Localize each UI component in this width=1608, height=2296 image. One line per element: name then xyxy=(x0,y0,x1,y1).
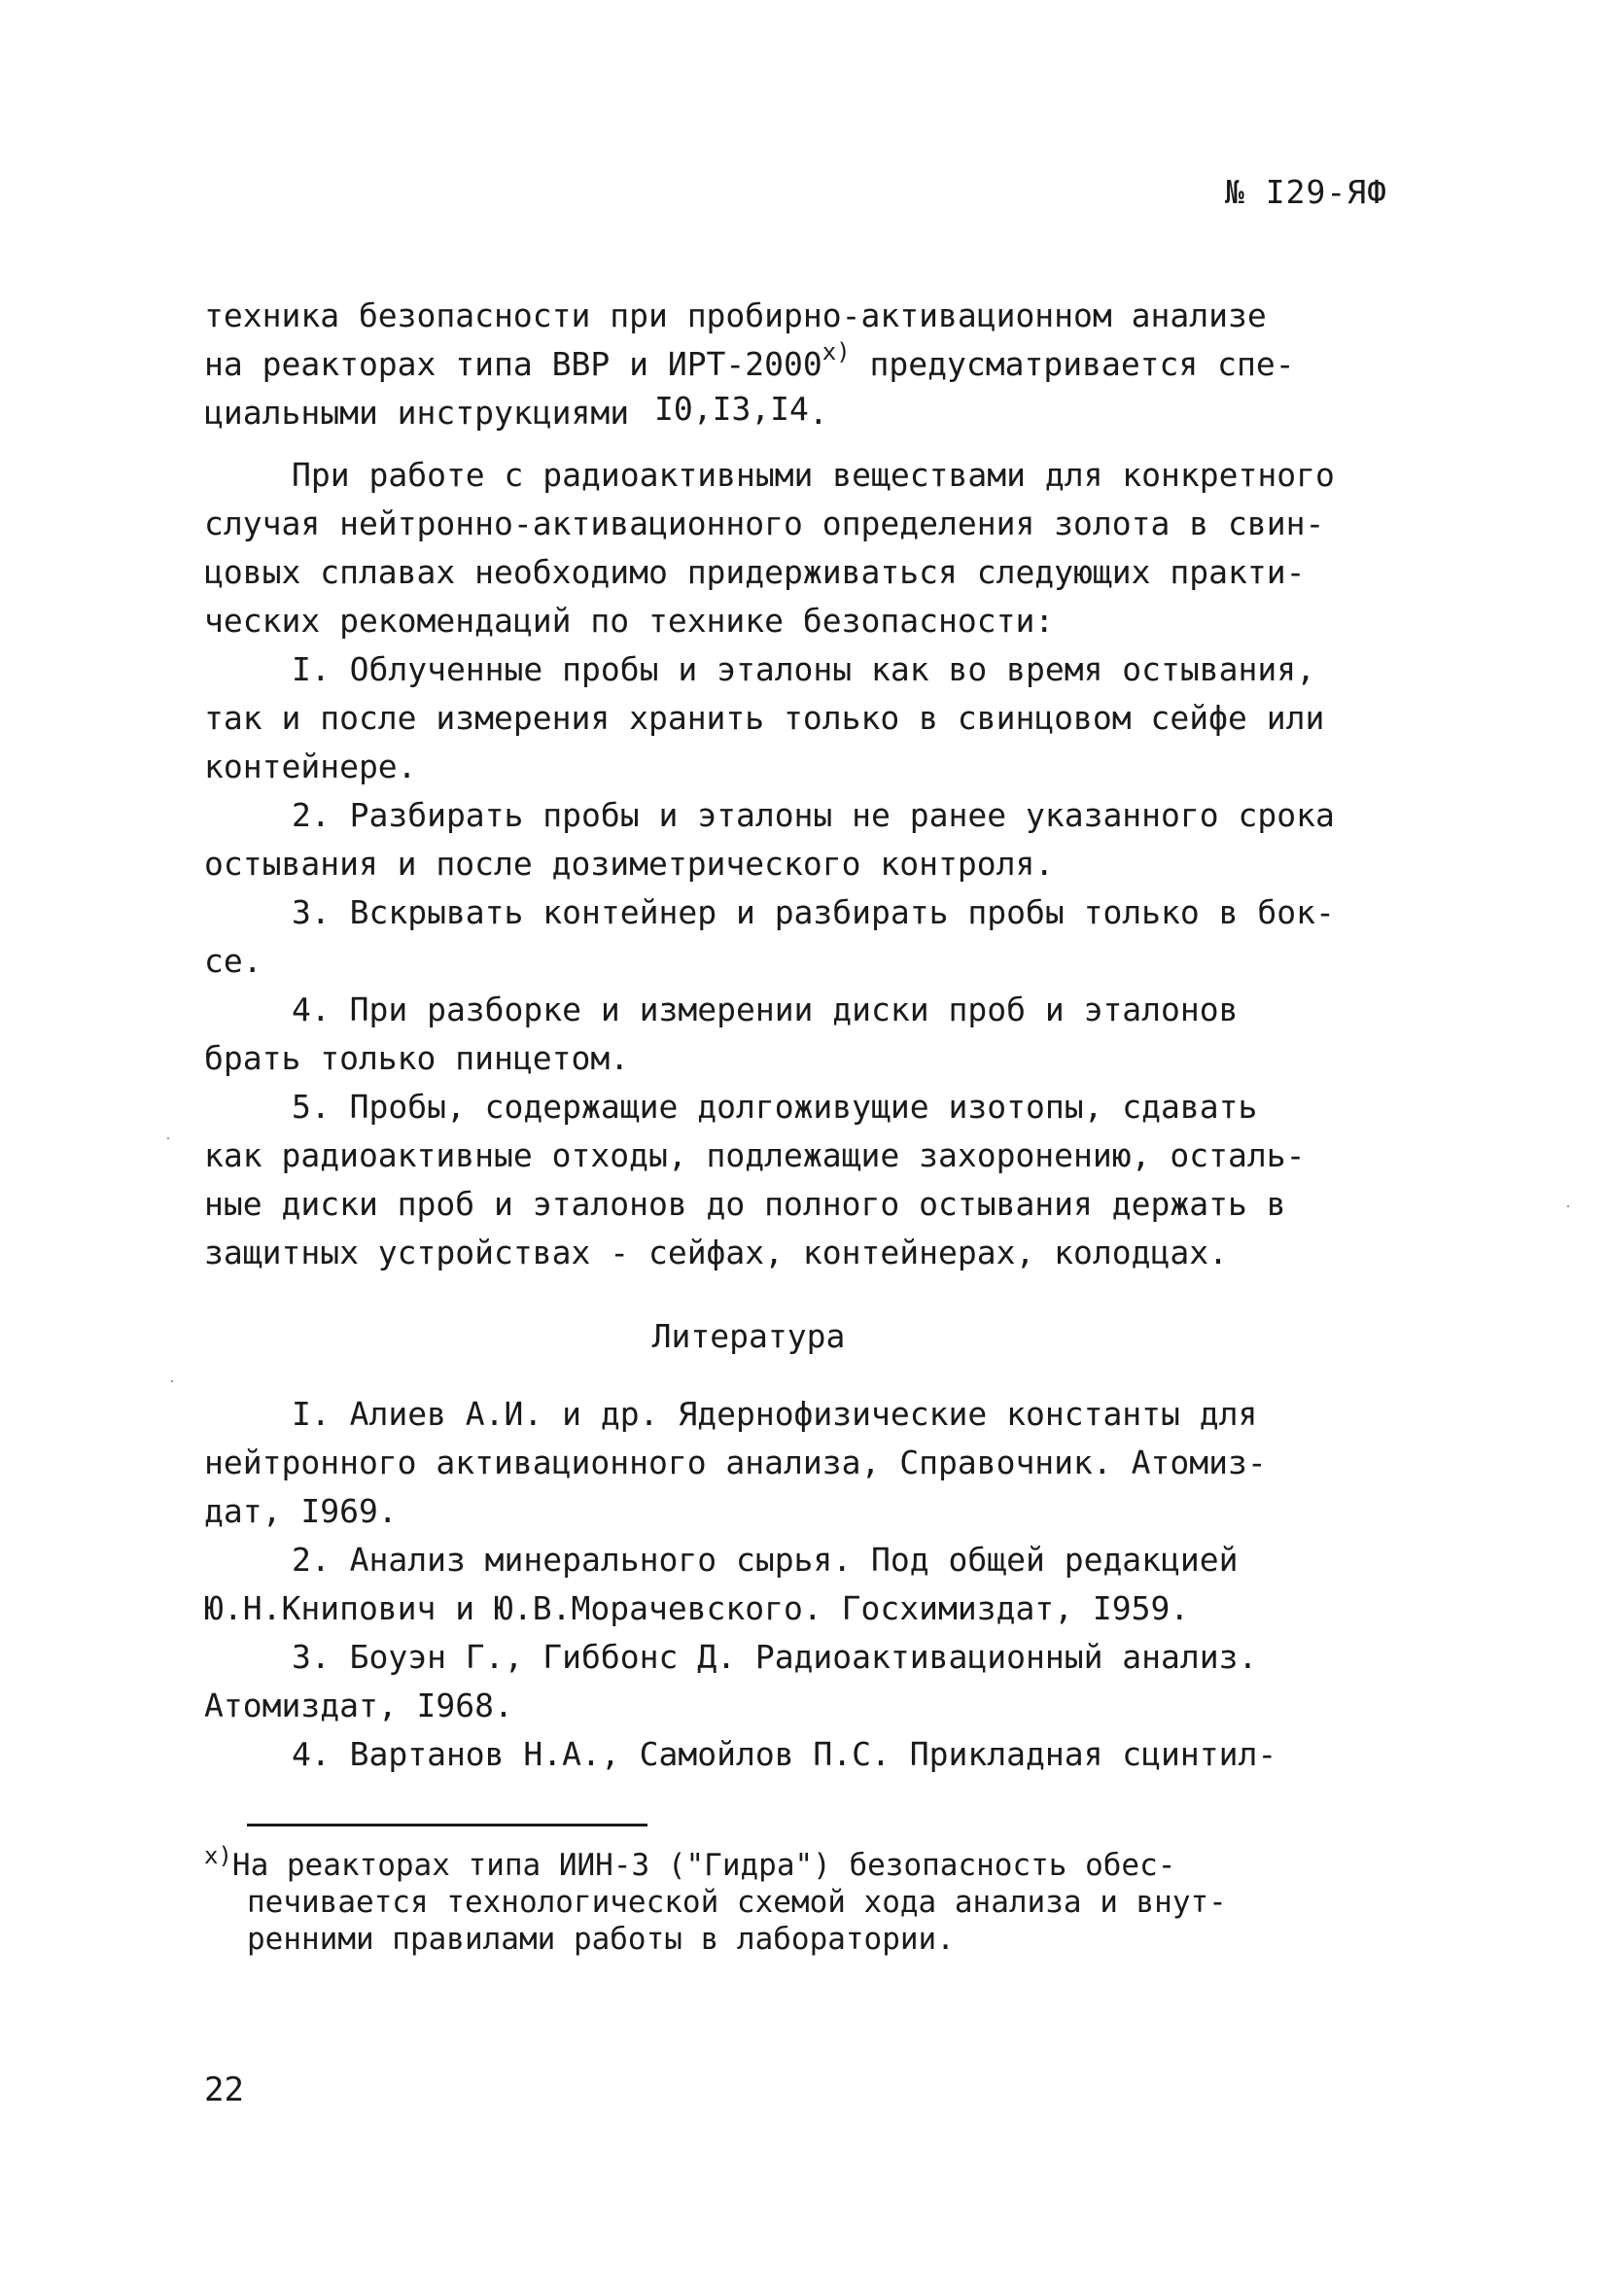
intro-line-2-text: на реакторах типа ВВР и ИРТ-2000 xyxy=(204,345,822,383)
literature-heading: Литература xyxy=(651,1317,846,1355)
rule-3-line: 3. Вскрывать контейнер и разбирать пробы только в бок- xyxy=(292,893,1335,931)
rule-1-line: так и после измерения хранить только в свинцовом сейфе или xyxy=(204,699,1325,737)
rule-5-line: как радиоактивные отходы, подлежащие захоронению, осталь- xyxy=(204,1136,1306,1174)
rule-5-line: ные диски проб и эталонов до полного остывания держать в xyxy=(204,1185,1286,1223)
footnote xyxy=(204,1842,1410,1958)
body-text xyxy=(204,292,1410,1779)
footnote-line: ренними правилами работы в лаборатории. xyxy=(247,1922,955,1957)
reference-2-line: Ю.Н.Книпович и Ю.В.Морачевского. Госхимиздат, I959. xyxy=(204,1589,1190,1627)
reference-1-line: дат, I969. xyxy=(204,1492,398,1530)
scan-speck xyxy=(167,1137,169,1139)
footnote-line: печивается технологической схемой хода анализа и внут- xyxy=(247,1885,1227,1920)
reference-1-line: I. Алиев А.И. и др. Ядернофизические константы для xyxy=(292,1395,1258,1433)
paragraph-line: случая нейтронно-активационного определения золота в свин- xyxy=(204,504,1325,542)
rule-4-line: 4. При разборке и измерении диски проб и эталонов xyxy=(292,991,1239,1028)
reference-2-line: 2. Анализ минерального сырья. Под общей редакцией xyxy=(292,1541,1239,1579)
reference-3-line: Атомиздат, I968. xyxy=(204,1687,513,1724)
reference-1-line: нейтронного активационного анализа, Справочник. Атомиз- xyxy=(204,1444,1267,1481)
rule-5-line: 5. Пробы, содержащие долгоживущие изотопы, сдавать xyxy=(292,1088,1258,1126)
rule-3-line: се. xyxy=(204,942,262,980)
scan-speck xyxy=(171,1380,173,1382)
scan-speck xyxy=(1567,1205,1569,1207)
footnote-line-text: На реакторах типа ИИН-3 ("Гидра") безопасность обес- xyxy=(231,1848,1176,1883)
footnote-reference-mark: x) xyxy=(821,338,851,365)
reference-4-line: 4. Вартанов Н.А., Самойлов П.С. Прикладная сцинтил- xyxy=(292,1735,1277,1773)
footnote-divider xyxy=(247,1824,647,1826)
rule-2-line: остывания и после дозиметрического контроля. xyxy=(204,845,1055,883)
citation-refs: I0,I3,I4 xyxy=(653,390,809,428)
intro-line-3-text: циальными инструкциями xyxy=(204,394,630,432)
intro-line-3-end: . xyxy=(808,394,828,432)
rule-5-line: защитных устройствах - сейфах, контейнерах, колодцах. xyxy=(204,1234,1228,1271)
paragraph-line: цовых сплавах необходимо придерживаться следующих практи- xyxy=(204,553,1306,591)
paragraph-line: При работе с радиоактивными веществами для конкретного xyxy=(292,456,1335,494)
intro-line-3 xyxy=(204,389,1410,437)
reference-3-line: 3. Боуэн Г., Гиббонс Д. Радиоактивационный анализ. xyxy=(292,1638,1258,1676)
rule-4-line: брать только пинцетом. xyxy=(204,1039,630,1077)
intro-line-2 xyxy=(204,340,1410,389)
intro-line-1: техника безопасности при пробирно-активационном анализе xyxy=(204,296,1267,334)
footnote-mark: x) xyxy=(204,1842,232,1869)
paragraph-line: ческих рекомендаций по технике безопасности: xyxy=(204,602,1055,640)
page-number: 22 xyxy=(204,2070,244,2109)
rule-1-line: контейнере. xyxy=(204,748,417,785)
intro-line-2-end: предусматривается спе- xyxy=(850,345,1295,383)
document-number: № I29-ЯФ xyxy=(1225,173,1387,211)
footnote-line xyxy=(204,1842,1410,1884)
rule-2-line: 2. Разбирать пробы и эталоны не ранее указанного срока xyxy=(292,796,1335,834)
rule-1-line: I. Облученные пробы и эталоны как во время остывания, xyxy=(292,650,1315,688)
